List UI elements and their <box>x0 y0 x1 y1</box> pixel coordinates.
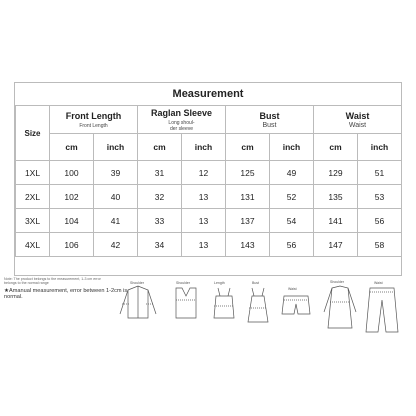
figure-label: Shoulder <box>130 281 145 285</box>
group-sublabel: Front Length <box>79 122 108 129</box>
group-label: Raglan Sleeve <box>150 107 213 118</box>
value-cell: 49 <box>270 161 314 185</box>
shorts-icon <box>282 287 310 314</box>
value-cell: 13 <box>182 209 226 233</box>
group-header-row <box>16 106 402 134</box>
star-icon: ★ <box>4 288 10 294</box>
size-chart-table <box>15 105 402 257</box>
unit-cell: cm <box>314 134 358 161</box>
figure-label: Bust <box>252 281 260 285</box>
unit-cell: inch <box>270 134 314 161</box>
value-cell: 51 <box>358 161 402 185</box>
unit-cell: cm <box>138 134 182 161</box>
group-header-raglan-sleeve <box>138 106 226 134</box>
group-header-waist <box>314 106 402 134</box>
group-label: Waist <box>345 110 370 121</box>
value-cell: 141 <box>314 209 358 233</box>
size-cell: 1XL <box>16 161 50 185</box>
group-header-bust <box>226 106 314 134</box>
group-sublabel: Bust <box>262 121 277 129</box>
value-cell: 54 <box>270 209 314 233</box>
value-cell: 56 <box>358 209 402 233</box>
table-row <box>16 161 402 185</box>
value-cell: 13 <box>182 233 226 257</box>
size-cell: 3XL <box>16 209 50 233</box>
value-cell: 135 <box>314 185 358 209</box>
group-label: Front Length <box>65 110 122 121</box>
value-cell: 104 <box>50 209 94 233</box>
figure-label: Shoulder <box>330 280 345 284</box>
value-cell: 125 <box>226 161 270 185</box>
cami-top-icon <box>214 281 234 318</box>
value-cell: 56 <box>270 233 314 257</box>
value-cell: 143 <box>226 233 270 257</box>
unit-cell: inch <box>182 134 226 161</box>
unit-cell: inch <box>94 134 138 161</box>
value-cell: 137 <box>226 209 270 233</box>
measurement-note: Note: The product belongs to the measurement, 1-3 cm error belongs to the normal range <box>4 277 101 285</box>
garment-illustrations <box>118 278 416 338</box>
unit-cell: inch <box>358 134 402 161</box>
dress-icon <box>248 281 268 322</box>
value-cell: 40 <box>94 185 138 209</box>
value-cell: 58 <box>358 233 402 257</box>
group-sublabel: Long shoul-der sleeve <box>168 119 195 132</box>
value-cell: 13 <box>182 185 226 209</box>
unit-cell: cm <box>226 134 270 161</box>
figure-label: Length <box>214 281 225 285</box>
value-cell: 147 <box>314 233 358 257</box>
unit-header-row <box>16 134 402 161</box>
value-cell: 42 <box>94 233 138 257</box>
size-cell: 2XL <box>16 185 50 209</box>
value-cell: 102 <box>50 185 94 209</box>
table-row <box>16 209 402 233</box>
vest-icon <box>176 281 196 318</box>
value-cell: 129 <box>314 161 358 185</box>
value-cell: 52 <box>270 185 314 209</box>
table-row <box>16 233 402 257</box>
jacket-icon <box>120 281 156 318</box>
value-cell: 31 <box>138 161 182 185</box>
unit-cell: cm <box>50 134 94 161</box>
trousers-icon <box>366 281 398 332</box>
group-sublabel: Waist <box>348 121 367 129</box>
value-cell: 41 <box>94 209 138 233</box>
figure-label: Waist <box>374 281 383 285</box>
value-cell: 100 <box>50 161 94 185</box>
measurement-warning <box>4 288 134 300</box>
table-row <box>16 185 402 209</box>
long-dress-icon <box>324 280 356 328</box>
figure-label: Shoulder <box>176 281 191 285</box>
group-label: Bust <box>259 110 280 121</box>
figure-label: Waist <box>288 287 297 291</box>
value-cell: 106 <box>50 233 94 257</box>
value-cell: 33 <box>138 209 182 233</box>
value-cell: 34 <box>138 233 182 257</box>
value-cell: 39 <box>94 161 138 185</box>
size-header: Size <box>16 106 50 161</box>
size-cell: 4XL <box>16 233 50 257</box>
value-cell: 53 <box>358 185 402 209</box>
table-title: Measurement <box>15 83 401 106</box>
group-header-front-length <box>50 106 138 134</box>
value-cell: 32 <box>138 185 182 209</box>
value-cell: 12 <box>182 161 226 185</box>
measurement-table-container <box>14 82 402 276</box>
warning-text: Amanual measurement, error between 1-2cm is normal. <box>4 288 128 300</box>
value-cell: 131 <box>226 185 270 209</box>
